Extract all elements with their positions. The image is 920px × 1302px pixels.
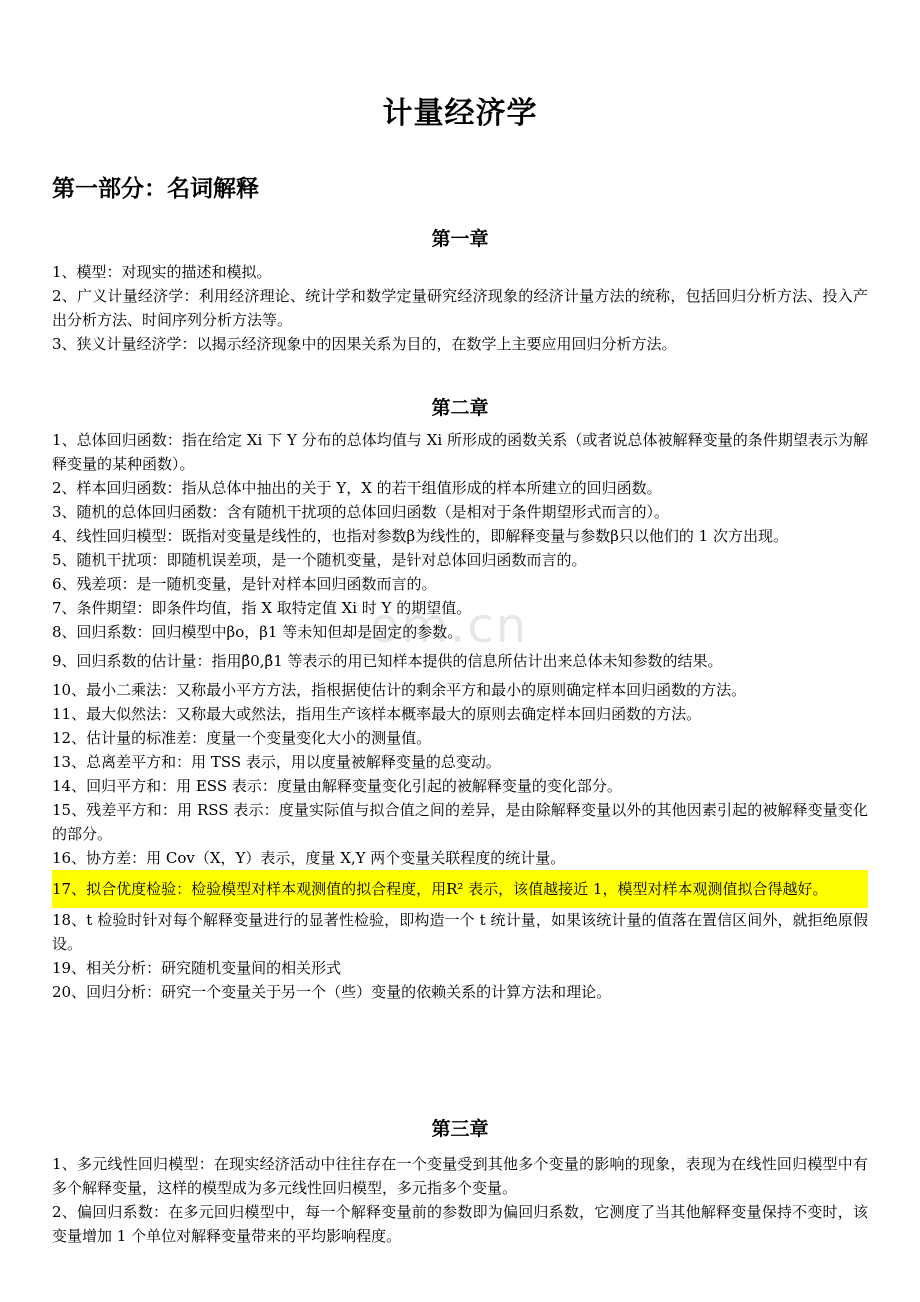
chapter-1-items bbox=[52, 260, 868, 356]
watermark: om.cn bbox=[370, 598, 529, 654]
list-item: 13、总离差平方和：用 TSS 表示，用以度量被解释变量的总变动。 bbox=[52, 753, 501, 771]
list-item: 10、最小二乘法：又称最小平方方法，指根据使估计的剩余平方和最小的原则确定样本回归函数的方法。 bbox=[52, 681, 747, 699]
list-item: 4、线性回归模型：既指对变量是线性的，也指对参数β为线性的，即解释变量与参数β只以他们的 1 次方出现。 bbox=[52, 527, 788, 545]
list-item: 15、残差平方和：用 RSS 表示：度量实际值与拟合值之间的差异，是由除解释变量以外的其他因素引起的被解释变量变化的部分。 bbox=[52, 801, 868, 843]
list-item: 2、样本回归函数：指从总体中抽出的关于 Y，X 的若干组值形成的样本所建立的回归函数。 bbox=[52, 479, 662, 497]
list-item: 5、随机干扰项：即随机误差项，是一个随机变量，是针对总体回归函数而言的。 bbox=[52, 551, 587, 569]
list-item: 12、估计量的标准差：度量一个变量变化大小的测量值。 bbox=[52, 729, 432, 747]
chapter-heading: 第三章 bbox=[431, 1118, 489, 1140]
list-item: 3、随机的总体回归函数：含有随机干扰项的总体回归函数（是相对于条件期望形式而言的）。 bbox=[52, 503, 670, 521]
chapter-2-items bbox=[52, 428, 868, 1004]
list-item: 19、相关分析：研究随机变量间的相关形式 bbox=[52, 959, 342, 977]
list-item: 20、回归分析：研究一个变量关于另一个（些）变量的依赖关系的计算方法和理论。 bbox=[52, 983, 612, 1001]
list-item: 2、偏回归系数：在多元回归模型中，每一个解释变量前的参数即为偏回归系数，它测度了当其他解释变量保持不变时，该变量增加 1 个单位对解释变量带来的平均影响程度。 bbox=[52, 1203, 868, 1245]
list-item: 1、多元线性回归模型：在现实经济活动中往往存在一个变量受到其他多个变量的影响的现象，表现为在线性回归模型中有多个解释变量，这样的模型成为多元线性回归模型，多元指多个变量。 bbox=[52, 1155, 868, 1197]
document-title: 计量经济学 bbox=[382, 96, 538, 131]
chapter-3-items bbox=[52, 1152, 868, 1248]
list-item: 7、条件期望：即条件均值，指 X 取特定值 Xi 时 Y 的期望值。 bbox=[52, 599, 472, 617]
list-item: 1、模型：对现实的描述和模拟。 bbox=[52, 263, 272, 281]
list-item: 11、最大似然法：又称最大或然法，指用生产该样本概率最大的原则去确定样本回归函数的方法。 bbox=[52, 705, 702, 723]
list-item: 3、狭义计量经济学：以揭示经济现象中的因果关系为目的，在数学上主要应用回归分析方法。 bbox=[52, 335, 677, 353]
list-item: 18、t 检验时针对每个解释变量进行的显著性检验，即构造一个 t 统计量，如果该统计量的值落在置信区间外，就拒绝原假设。 bbox=[52, 911, 868, 953]
list-item: 16、协方差：用 Cov（X，Y）表示，度量 X,Y 两个变量关联程度的统计量。 bbox=[52, 849, 566, 867]
list-item: 8、回归系数：回归模型中βo，β1 等未知但却是固定的参数。 bbox=[52, 623, 463, 641]
list-item: 6、残差项：是一随机变量，是针对样本回归函数而言的。 bbox=[52, 575, 437, 593]
list-item: 2、广义计量经济学：利用经济理论、统计学和数学定量研究经济现象的经济计量方法的统称，包括回归分析方法、投入产出分析方法、时间序列分析方法等。 bbox=[52, 287, 868, 329]
list-item: 14、回归平方和：用 ESS 表示：度量由解释变量变化引起的被解释变量的变化部分。 bbox=[52, 777, 622, 795]
part-heading: 第一部分：名词解释 bbox=[52, 176, 259, 202]
list-item: 9、回归系数的估计量：指用β̂0,β̂1 等表示的用已知样本提供的信息所估计出来总体未知参数的结果。 bbox=[52, 652, 723, 670]
chapter-heading: 第一章 bbox=[431, 228, 489, 250]
highlighted-list-item: 17、拟合优度检验：检验模型对样本观测值的拟合程度，用R² 表示，该值越接近 1，模型对样本观测值拟合得越好。 bbox=[52, 870, 868, 908]
list-item: 1、总体回归函数：指在给定 Xi 下 Y 分布的总体均值与 Xi 所形成的函数关系（或者说总体被解释变量的条件期望表示为解释变量的某种函数）。 bbox=[52, 431, 868, 473]
chapter-heading: 第二章 bbox=[431, 397, 489, 419]
